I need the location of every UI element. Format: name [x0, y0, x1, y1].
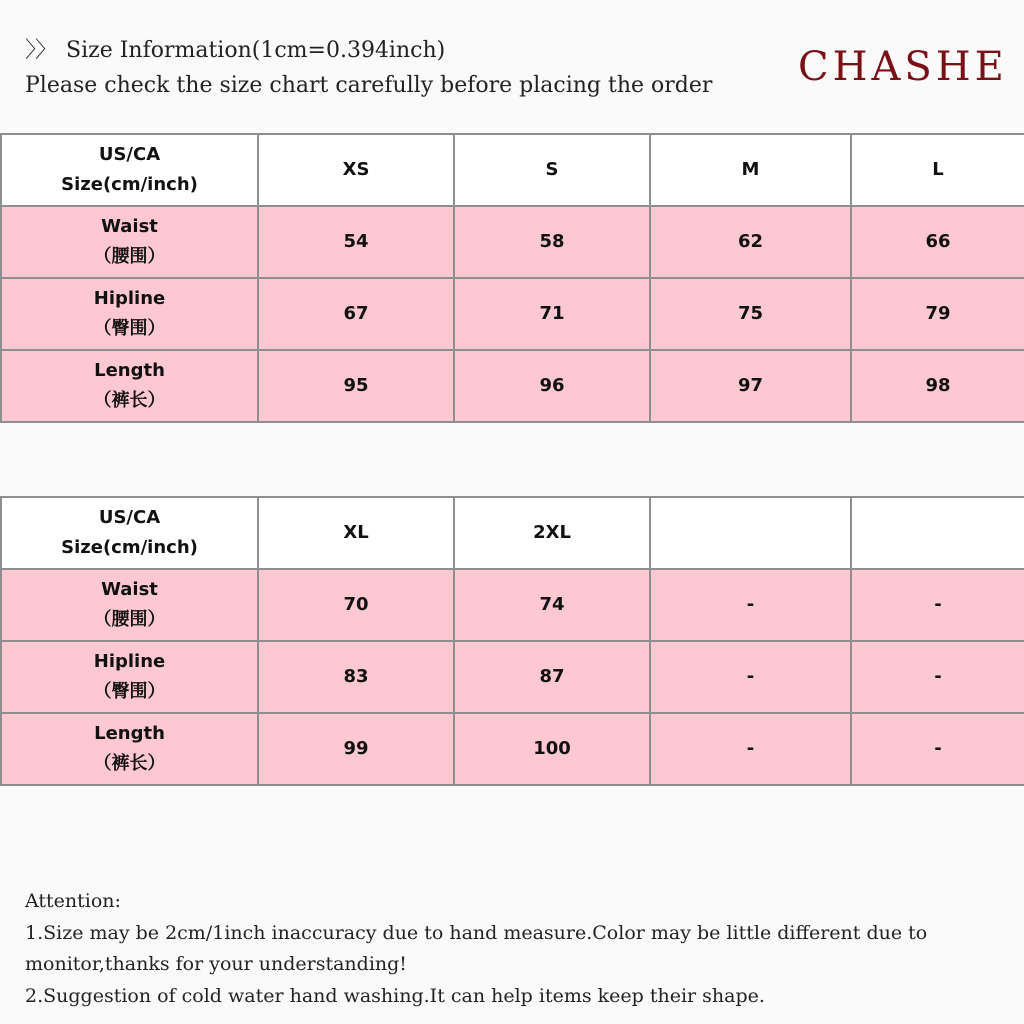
attention-note-1: 1.Size may be 2cm/1inch inaccuracy due to hand measure.Color may be little different due to monitor,thanks for your understanding! [25, 921, 928, 975]
row-label-cell [1, 713, 258, 785]
table-row [1, 278, 1024, 350]
row-label-cell [1, 278, 258, 350]
value-cell: 54 [258, 206, 454, 278]
value-cell: 71 [454, 278, 650, 350]
size-table-2 [0, 496, 1024, 786]
size-info-subtitle: Please check the size chart carefully before placing the order [25, 73, 713, 98]
row-label-cn: （腰围） [93, 609, 166, 630]
value-cell: - [851, 569, 1024, 641]
row-label-cell [1, 206, 258, 278]
table-row [1, 350, 1024, 422]
brand-logo: CHASHE [798, 44, 1008, 90]
value-cell: 66 [851, 206, 1024, 278]
table-row [1, 713, 1024, 785]
value-cell: 70 [258, 569, 454, 641]
value-cell: 58 [454, 206, 650, 278]
row-label-cn: （臀围） [93, 318, 166, 339]
value-cell: 74 [454, 569, 650, 641]
row-label-cell [1, 350, 258, 422]
chevron-right-icon: 〉〉 [25, 38, 57, 63]
value-cell: 79 [851, 278, 1024, 350]
row-label-cn: （裤长） [93, 390, 166, 411]
corner-line-1: US/CA [98, 144, 161, 165]
corner-cell [1, 497, 258, 569]
value-cell: - [851, 713, 1024, 785]
row-label-en: Waist [101, 216, 158, 237]
value-cell: - [851, 641, 1024, 713]
value-cell: 87 [454, 641, 650, 713]
value-cell: - [650, 713, 851, 785]
table-row [1, 641, 1024, 713]
size-table-1 [0, 133, 1024, 423]
row-label-cn: （臀围） [93, 681, 166, 702]
size-info-title-text: Size Information(1cm=0.394inch) [66, 38, 446, 63]
table-row [1, 569, 1024, 641]
corner-line-2: Size(cm/inch) [61, 174, 198, 195]
table-row [1, 206, 1024, 278]
size-info-title [25, 34, 785, 68]
row-label-en: Length [94, 360, 165, 381]
attention-notes [25, 886, 1015, 1012]
row-label-en: Waist [101, 579, 158, 600]
corner-line-2: Size(cm/inch) [61, 537, 198, 558]
row-label-en: Length [94, 723, 165, 744]
size-header-cell [650, 497, 851, 569]
corner-line-1: US/CA [98, 507, 161, 528]
row-label-cell [1, 569, 258, 641]
value-cell: 98 [851, 350, 1024, 422]
value-cell: 99 [258, 713, 454, 785]
value-cell: 97 [650, 350, 851, 422]
size-header-cell: M [650, 134, 851, 206]
table-header-row [1, 134, 1024, 206]
table-header-row [1, 497, 1024, 569]
row-label-en: Hipline [93, 288, 166, 309]
row-label-cell [1, 641, 258, 713]
value-cell: 95 [258, 350, 454, 422]
row-label-cn: （腰围） [93, 246, 166, 267]
attention-note-2: 2.Suggestion of cold water hand washing.It can help items keep their shape. [25, 984, 765, 1007]
row-label-cn: （裤长） [93, 753, 166, 774]
value-cell: 100 [454, 713, 650, 785]
header [25, 34, 785, 104]
value-cell: 62 [650, 206, 851, 278]
value-cell: 96 [454, 350, 650, 422]
row-label-en: Hipline [93, 651, 166, 672]
value-cell: 67 [258, 278, 454, 350]
corner-cell [1, 134, 258, 206]
value-cell: - [650, 569, 851, 641]
value-cell: 75 [650, 278, 851, 350]
value-cell: 83 [258, 641, 454, 713]
attention-title: Attention: [25, 890, 121, 912]
size-header-cell: XL [258, 497, 454, 569]
value-cell: - [650, 641, 851, 713]
size-header-cell: XS [258, 134, 454, 206]
size-header-cell: L [851, 134, 1024, 206]
size-header-cell [851, 497, 1024, 569]
size-header-cell: 2XL [454, 497, 650, 569]
size-header-cell: S [454, 134, 650, 206]
